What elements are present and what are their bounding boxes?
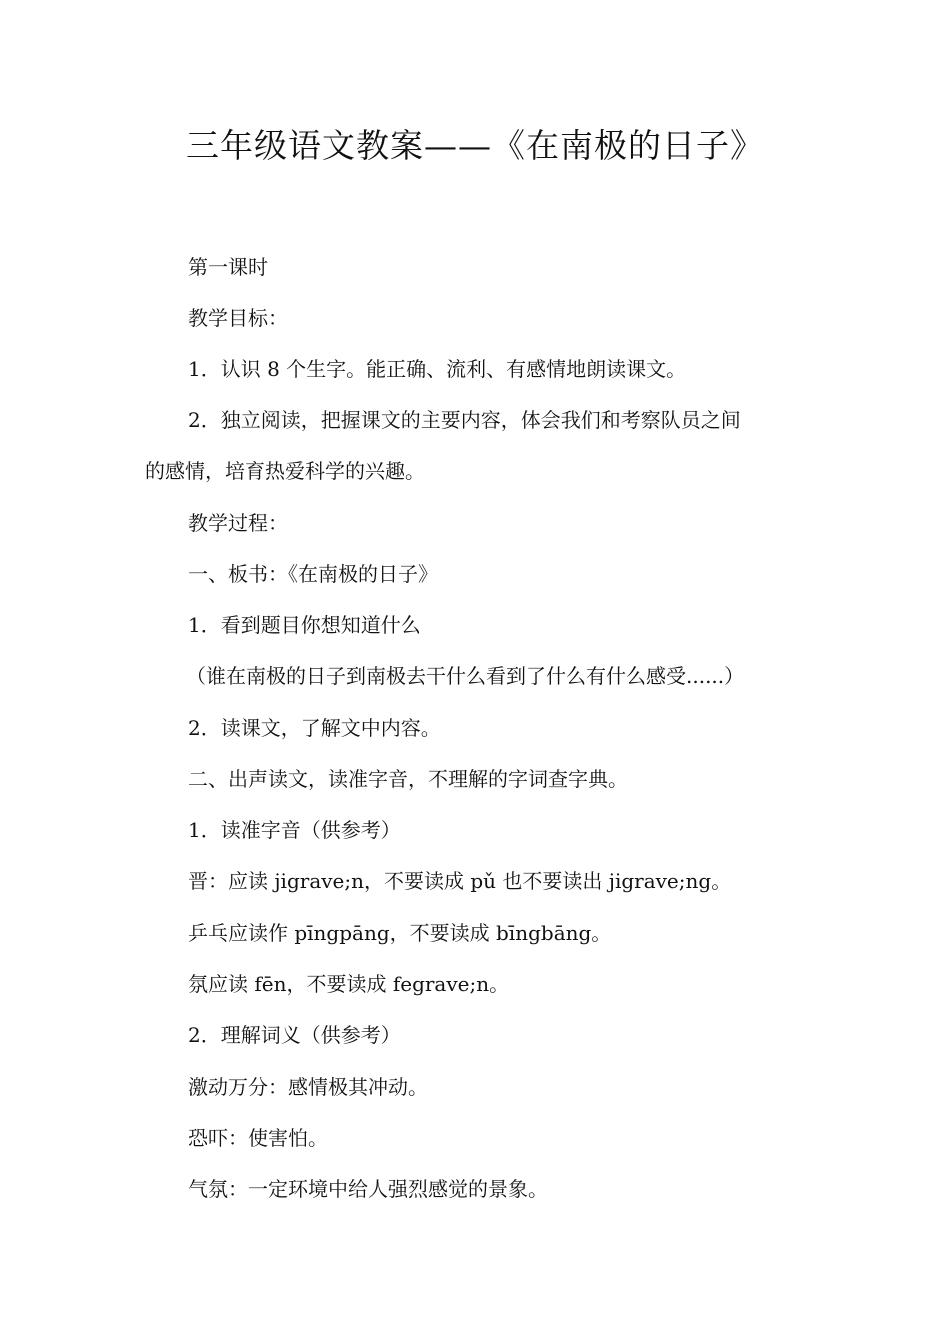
section-heading-process: 教学过程： <box>188 511 288 535</box>
section-heading-objectives: 教学目标： <box>188 306 288 330</box>
step-item: 1．看到题目你想知道什么 <box>188 613 421 637</box>
vocabulary-definition: 气氛：一定环境中给人强烈感觉的景象。 <box>188 1177 548 1201</box>
pronunciation-note: 乒乓应读作 pīngpāng，不要读成 bīngbāng。 <box>188 921 612 945</box>
pronunciation-note: 氛应读 fēn，不要读成 fegrave;n。 <box>188 972 510 996</box>
step-item: 2．理解词义（供参考） <box>188 1023 401 1047</box>
objective-item-1: 1．认识 8 个生字。能正确、流利、有感情地朗读课文。 <box>188 357 687 381</box>
pronunciation-note: 晋：应读 jigrave;n，不要读成 pǔ 也不要读出 jigrave;ng。 <box>188 869 732 893</box>
lesson-period: 第一课时 <box>188 255 268 279</box>
step-heading-2: 二、出声读文，读准字音，不理解的字词查字典。 <box>188 767 628 791</box>
step-note: （谁在南极的日子到南极去干什么看到了什么有什么感受......） <box>186 664 745 688</box>
vocabulary-definition: 恐吓：使害怕。 <box>188 1126 328 1150</box>
step-item: 2．读课文，了解文中内容。 <box>188 716 441 740</box>
objective-item-2-continued: 的感情，培育热爱科学的兴趣。 <box>145 459 425 483</box>
vocabulary-definition: 激动万分：感情极其冲动。 <box>188 1075 428 1099</box>
step-item: 1．读准字音（供参考） <box>188 818 401 842</box>
step-heading-1: 一、板书：《在南极的日子》 <box>188 562 438 586</box>
document-title: 三年级语文教案——《在南极的日子》 <box>186 126 764 165</box>
objective-item-2: 2．独立阅读，把握课文的主要内容，体会我们和考察队员之间 <box>188 408 741 432</box>
